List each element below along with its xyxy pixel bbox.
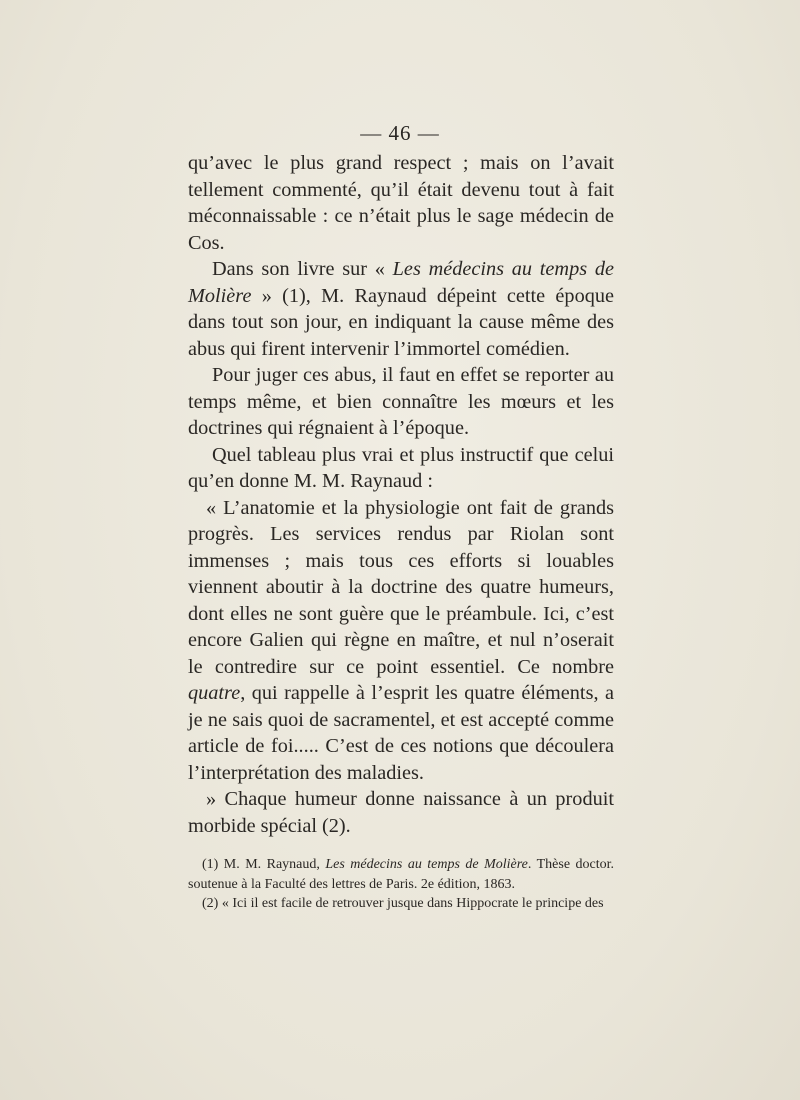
- footnote-1-title: Les médecins au temps de Molière: [325, 857, 528, 872]
- footnote-1-start: (1) M. M. Raynaud,: [202, 857, 326, 872]
- footnote-1-end: . Thèse doctor. soutenue à la Faculté des lettres de Paris. 2e édition, 1863.: [188, 857, 615, 892]
- paragraph-2: [188, 256, 614, 362]
- footnote-2: (2) « Ici il est facile de retrouver jusque dans Hippocrate le principe des: [202, 896, 604, 911]
- paragraph-2-text-start: Dans son livre sur «: [212, 258, 393, 280]
- footnotes: [188, 855, 614, 914]
- quotation-paragraph: [188, 495, 614, 787]
- paragraph-2-text-end: » (1), M. Raynaud dépeint cette époque dans tout son jour, en indiquant la cause même des abus qui firent intervenir l’immortel comédien.: [188, 284, 614, 360]
- main-text: [188, 150, 614, 839]
- footnote-1: [188, 855, 614, 894]
- quotation-continuation: » Chaque humeur donne naissance à un produit morbide spécial (2).: [188, 788, 614, 837]
- quotation-text-end: , qui rappelle à l’esprit les quatre éléments, a je ne sais quoi de sacramentel, et est accepté comme article de foi..... C’est de ces notions que découlera l’interprétation des maladies.: [188, 682, 614, 784]
- paragraph-1: qu’avec le plus grand respect ; mais on l’avait tellement commenté, qu’il était devenu tout à fait méconnaissable : ce n’était plus le sage médecin de Cos.: [188, 152, 614, 254]
- paragraph-4: Quel tableau plus vrai et plus instructif que celui qu’en donne M. M. Raynaud :: [188, 443, 614, 492]
- quotation-italic-word: quatre: [188, 682, 241, 704]
- book-title: Les médecins au temps de Molière: [188, 258, 614, 307]
- page-number: — 46 —: [360, 121, 440, 145]
- quotation-text-start: « L’anatomie et la physiologie ont fait de grands progrès. Les services rendus par Riolan sont immenses ; mais tous ces efforts si louables viennent aboutir à la doctrine des quatre humeurs, dont elles ne sont guère que le préambule. Ici, c’est encore Galien qui règne en maître, et nul n’oserait le contredire sur ce point essentiel. Ce nombre: [188, 496, 614, 678]
- paragraph-3: Pour juger ces abus, il faut en effet se reporter au temps même, et bien connaître les mœurs et les doctrines qui régnaient à l’époque.: [188, 364, 614, 439]
